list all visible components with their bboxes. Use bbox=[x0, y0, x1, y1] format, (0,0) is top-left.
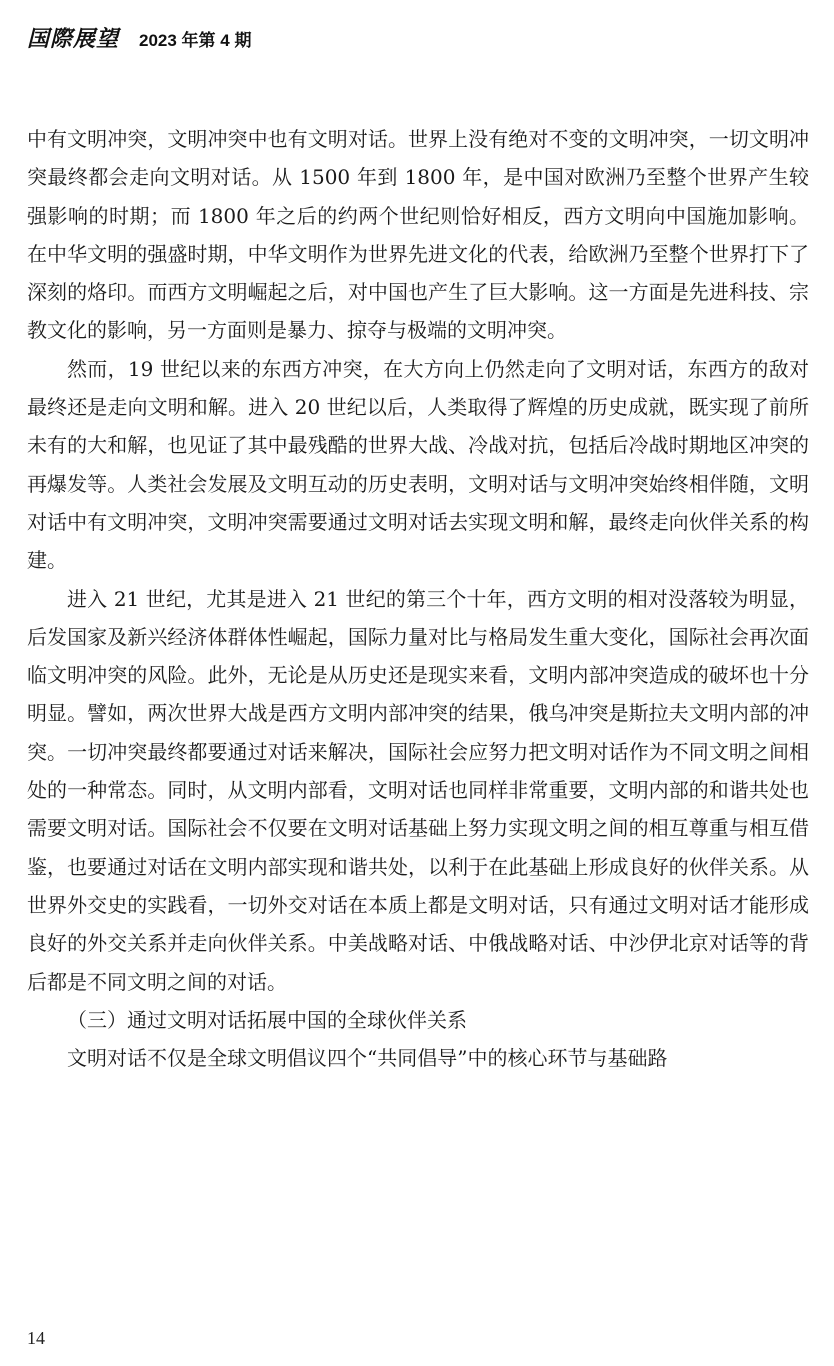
paragraph: 进入 21 世纪，尤其是进入 21 世纪的第三个十年，西方文明的相对没落较为明显，后发国家及新兴经济体群体性崛起，国际力量对比与格局发生重大变化，国际社会再次面临文明冲突的风险。此外，无论是从历史还是现实来看，文明内部冲突造成的破坏也十分明显。譬如，两次世界大战是西方文明内部冲突的结果，俄乌冲突是斯拉夫文明内部的冲突。一切冲突最终都要通过对话来解决，国际社会应努力把文明对话作为不同文明之间相处的一种常态。同时，从文明内部看，文明对话也同样非常重要，文明内部的和谐共处也需要文明对话。国际社会不仅要在文明对话基础上努力实现文明之间的相互尊重与相互借鉴，也要通过对话在文明内部实现和谐共处，以利于在此基础上形成良好的伙伴关系。从世界外交史的实践看，一切外交对话在本质上都是文明对话，只有通过文明对话才能形成良好的外交关系并走向伙伴关系。中美战略对话、中俄战略对话、中沙伊北京对话等的背后都是不同文明之间的对话。 bbox=[27, 586, 809, 994]
paragraph: 文明对话不仅是全球文明倡议四个“共同倡导”中的核心环节与基础路 bbox=[67, 1046, 668, 1071]
issue-label: 2023 年第 4 期 bbox=[139, 31, 252, 50]
journal-logo: 国際展望 bbox=[27, 26, 120, 52]
paragraph-continued: 中有文明冲突，文明冲突中也有文明对话。世界上没有绝对不变的文明冲突，一切文明冲突最终都会走向文明对话。从 1500 年到 1800 年，是中国对欧洲乃至整个世界产生较强影响的时期；而 1800 年之后的约两个世纪则恰好相反，西方文明向中国施加影响。在中华文明的强盛时期，中华文明作为世界先进文化的代表，给欧洲乃至整个世界打下了深刻的烙印。而西方文明崛起之后，对中国也产生了巨大影响。这一方面是先进科技、宗教文化的影响，另一方面则是暴力、掠夺与极端的文明冲突。 bbox=[27, 127, 809, 343]
section-heading: （三）通过文明对话拓展中国的全球伙伴关系 bbox=[67, 1007, 467, 1032]
paragraph: 然而，19 世纪以来的东西方冲突，在大方向上仍然走向了文明对话，东西方的敌对最终还是走向文明和解。进入 20 世纪以后，人类取得了辉煌的历史成就，既实现了前所未有的大和解，也见证了其中最残酷的世界大战、冷战对抗，包括后冷战时期地区冲突的再爆发等。人类社会发展及文明互动的历史表明，文明对话与文明冲突始终相伴随，文明对话中有文明冲突，文明冲突需要通过文明对话去实现文明和解，最终走向伙伴关系的构建。 bbox=[27, 356, 809, 573]
page-number: 14 bbox=[27, 1328, 45, 1348]
running-header bbox=[27, 22, 251, 53]
article-body bbox=[27, 120, 809, 1077]
